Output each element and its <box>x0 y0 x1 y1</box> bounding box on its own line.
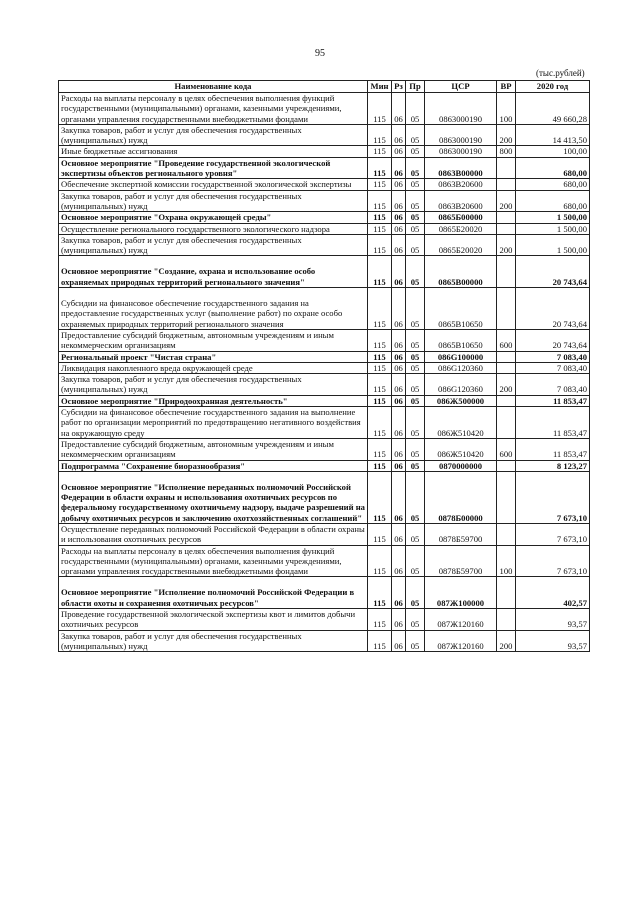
cell-amount: 1 500,00 <box>516 212 590 223</box>
cell-min: 115 <box>368 609 392 631</box>
header-amount: 2020 год <box>516 81 590 93</box>
table-row <box>59 223 590 234</box>
cell-min: 115 <box>368 93 392 125</box>
cell-amount: 7 083,40 <box>516 362 590 373</box>
cell-amount: 11 853,47 <box>516 438 590 460</box>
cell-vr <box>497 288 516 330</box>
cell-rz: 06 <box>392 190 406 212</box>
cell-vr: 600 <box>497 438 516 460</box>
cell-name: Закупка товаров, работ и услуг для обеспечения государственных (муниципальных) нужд <box>59 234 368 256</box>
cell-rz: 06 <box>392 256 406 288</box>
cell-amount: 14 413,50 <box>516 124 590 146</box>
page-number: 95 <box>315 48 325 59</box>
cell-pr: 05 <box>406 351 425 362</box>
table-row <box>59 362 590 373</box>
cell-vr: 200 <box>497 630 516 652</box>
cell-csr: 086G120360 <box>425 374 497 396</box>
cell-min: 115 <box>368 124 392 146</box>
cell-csr: 086Ж510420 <box>425 438 497 460</box>
cell-rz: 06 <box>392 93 406 125</box>
cell-csr: 0863000190 <box>425 146 497 157</box>
cell-rz: 06 <box>392 223 406 234</box>
cell-rz: 06 <box>392 395 406 406</box>
cell-vr: 800 <box>497 146 516 157</box>
cell-rz: 06 <box>392 124 406 146</box>
cell-csr: 087Ж120160 <box>425 609 497 631</box>
cell-pr: 05 <box>406 609 425 631</box>
cell-csr: 0865Б00000 <box>425 212 497 223</box>
cell-amount: 100,00 <box>516 146 590 157</box>
cell-pr: 05 <box>406 407 425 439</box>
cell-rz: 06 <box>392 545 406 577</box>
cell-amount: 93,57 <box>516 609 590 631</box>
table-row <box>59 438 590 460</box>
cell-min: 115 <box>368 471 392 523</box>
cell-rz: 06 <box>392 146 406 157</box>
cell-vr: 200 <box>497 124 516 146</box>
cell-amount: 1 500,00 <box>516 223 590 234</box>
cell-csr: 086G120360 <box>425 362 497 373</box>
cell-vr <box>497 460 516 471</box>
cell-name: Предоставление субсидий бюджетным, автономным учреждениям и иным некоммерческим организациям <box>59 329 368 351</box>
cell-name: Субсидии на финансовое обеспечение государственного задания на предоставление государственных услуг (выполнение работ) по охране особо охраняемых природных территорий регионального значения <box>59 288 368 330</box>
cell-name: Основное мероприятие "Создание, охрана и использование особо охраняемых природных территорий регионального значения" <box>59 256 368 288</box>
cell-csr: 0878Б59700 <box>425 523 497 545</box>
table-row <box>59 124 590 146</box>
cell-pr: 05 <box>406 374 425 396</box>
units-label: (тыс.рублей) <box>536 68 585 78</box>
cell-vr: 200 <box>497 234 516 256</box>
cell-csr: 0863000190 <box>425 124 497 146</box>
cell-csr: 0863В00000 <box>425 157 497 179</box>
cell-min: 115 <box>368 630 392 652</box>
cell-pr: 05 <box>406 124 425 146</box>
cell-amount: 7 673,10 <box>516 545 590 577</box>
cell-rz: 06 <box>392 407 406 439</box>
cell-amount: 7 673,10 <box>516 523 590 545</box>
cell-name: Закупка товаров, работ и услуг для обеспечения государственных (муниципальных) нужд <box>59 630 368 652</box>
cell-name: Основное мероприятие "Проведение государственной экологической экспертизы объектов регионального уровня" <box>59 157 368 179</box>
table-row <box>59 577 590 609</box>
cell-vr <box>497 471 516 523</box>
cell-rz: 06 <box>392 179 406 190</box>
header-name: Наименование кода <box>59 81 368 93</box>
cell-min: 115 <box>368 374 392 396</box>
cell-amount: 93,57 <box>516 630 590 652</box>
table-row <box>59 609 590 631</box>
cell-name: Закупка товаров, работ и услуг для обеспечения государственных (муниципальных) нужд <box>59 374 368 396</box>
cell-name: Подпрограмма "Сохранение биоразнообразия" <box>59 460 368 471</box>
cell-pr: 05 <box>406 329 425 351</box>
cell-pr: 05 <box>406 146 425 157</box>
cell-rz: 06 <box>392 460 406 471</box>
cell-vr <box>497 609 516 631</box>
cell-rz: 06 <box>392 157 406 179</box>
cell-min: 115 <box>368 351 392 362</box>
cell-vr <box>497 577 516 609</box>
cell-min: 115 <box>368 190 392 212</box>
cell-pr: 05 <box>406 577 425 609</box>
cell-pr: 05 <box>406 288 425 330</box>
cell-csr: 0865В10650 <box>425 288 497 330</box>
cell-amount: 49 660,28 <box>516 93 590 125</box>
table-row <box>59 157 590 179</box>
header-pr: Пр <box>406 81 425 93</box>
cell-name: Основное мероприятие "Охрана окружающей среды" <box>59 212 368 223</box>
cell-csr: 0870000000 <box>425 460 497 471</box>
header-vr: ВР <box>497 81 516 93</box>
cell-name: Обеспечение экспертной комиссии государственной экологической экспертизы <box>59 179 368 190</box>
cell-pr: 05 <box>406 93 425 125</box>
table-row <box>59 351 590 362</box>
table-row <box>59 179 590 190</box>
cell-pr: 05 <box>406 223 425 234</box>
cell-name: Закупка товаров, работ и услуг для обеспечения государственных (муниципальных) нужд <box>59 124 368 146</box>
cell-pr: 05 <box>406 256 425 288</box>
table-header-row <box>59 81 590 93</box>
table-row <box>59 256 590 288</box>
cell-min: 115 <box>368 288 392 330</box>
cell-name: Региональный проект "Чистая страна" <box>59 351 368 362</box>
table-row <box>59 329 590 351</box>
cell-vr <box>497 407 516 439</box>
cell-pr: 05 <box>406 460 425 471</box>
cell-csr: 0865Б20020 <box>425 223 497 234</box>
cell-name: Расходы на выплаты персоналу в целях обеспечения выполнения функций государственными (муниципальными) органами, казенными учреждениями, органами управления государственными внебюджетными фондами <box>59 545 368 577</box>
cell-rz: 06 <box>392 288 406 330</box>
cell-min: 115 <box>368 146 392 157</box>
cell-amount: 11 853,47 <box>516 407 590 439</box>
cell-vr: 200 <box>497 374 516 396</box>
cell-amount: 8 123,27 <box>516 460 590 471</box>
cell-min: 115 <box>368 223 392 234</box>
cell-csr: 087Ж100000 <box>425 577 497 609</box>
cell-pr: 05 <box>406 179 425 190</box>
cell-amount: 11 853,47 <box>516 395 590 406</box>
cell-name: Предоставление субсидий бюджетным, автономным учреждениям и иным некоммерческим организациям <box>59 438 368 460</box>
cell-pr: 05 <box>406 234 425 256</box>
cell-csr: 0863В20600 <box>425 190 497 212</box>
header-rz: Рз <box>392 81 406 93</box>
cell-csr: 0878Б00000 <box>425 471 497 523</box>
cell-amount: 402,57 <box>516 577 590 609</box>
cell-rz: 06 <box>392 374 406 396</box>
cell-min: 115 <box>368 545 392 577</box>
table-row <box>59 190 590 212</box>
table-row <box>59 374 590 396</box>
cell-pr: 05 <box>406 157 425 179</box>
cell-min: 115 <box>368 179 392 190</box>
table-row <box>59 395 590 406</box>
table-row <box>59 545 590 577</box>
cell-min: 115 <box>368 577 392 609</box>
cell-amount: 20 743,64 <box>516 256 590 288</box>
cell-pr: 05 <box>406 362 425 373</box>
cell-vr <box>497 157 516 179</box>
cell-rz: 06 <box>392 471 406 523</box>
cell-name: Проведение государственной экологической экспертизы квот и лимитов добычи охотничьих ресурсов <box>59 609 368 631</box>
budget-table <box>58 80 590 652</box>
cell-csr: 0865В10650 <box>425 329 497 351</box>
cell-min: 115 <box>368 256 392 288</box>
cell-csr: 0863000190 <box>425 93 497 125</box>
header-csr: ЦСР <box>425 81 497 93</box>
cell-min: 115 <box>368 407 392 439</box>
cell-vr: 200 <box>497 190 516 212</box>
cell-pr: 05 <box>406 630 425 652</box>
cell-csr: 0878Б59700 <box>425 545 497 577</box>
cell-vr: 100 <box>497 93 516 125</box>
cell-amount: 680,00 <box>516 179 590 190</box>
cell-name: Расходы на выплаты персоналу в целях обеспечения выполнения функций государственными (муниципальными) органами, казенными учреждениями, органами управления государственными внебюджетными фондами <box>59 93 368 125</box>
cell-vr <box>497 523 516 545</box>
cell-pr: 05 <box>406 438 425 460</box>
cell-amount: 7 673,10 <box>516 471 590 523</box>
cell-min: 115 <box>368 438 392 460</box>
cell-amount: 20 743,64 <box>516 329 590 351</box>
cell-amount: 20 743,64 <box>516 288 590 330</box>
cell-name: Закупка товаров, работ и услуг для обеспечения государственных (муниципальных) нужд <box>59 190 368 212</box>
cell-rz: 06 <box>392 212 406 223</box>
cell-csr: 086G100000 <box>425 351 497 362</box>
cell-name: Субсидии на финансовое обеспечение государственного задания на выполнение работ по организации мероприятий по предотвращению негативного воздействия на окружающую среду <box>59 407 368 439</box>
cell-min: 115 <box>368 362 392 373</box>
cell-vr: 100 <box>497 545 516 577</box>
cell-min: 115 <box>368 523 392 545</box>
cell-vr <box>497 256 516 288</box>
table-row <box>59 523 590 545</box>
cell-rz: 06 <box>392 234 406 256</box>
cell-name: Основное мероприятие "Природоохранная деятельность" <box>59 395 368 406</box>
cell-min: 115 <box>368 395 392 406</box>
cell-vr <box>497 179 516 190</box>
cell-amount: 680,00 <box>516 190 590 212</box>
cell-pr: 05 <box>406 395 425 406</box>
cell-min: 115 <box>368 212 392 223</box>
cell-pr: 05 <box>406 190 425 212</box>
cell-amount: 1 500,00 <box>516 234 590 256</box>
cell-name: Основное мероприятие "Исполнение полномочий Российской Федерации в области охоты и сохранения охотничьих ресурсов" <box>59 577 368 609</box>
cell-amount: 7 083,40 <box>516 374 590 396</box>
cell-min: 115 <box>368 157 392 179</box>
cell-csr: 086Ж500000 <box>425 395 497 406</box>
cell-name: Иные бюджетные ассигнования <box>59 146 368 157</box>
cell-rz: 06 <box>392 609 406 631</box>
cell-pr: 05 <box>406 523 425 545</box>
cell-name: Осуществление регионального государственного экологического надзора <box>59 223 368 234</box>
table-row <box>59 234 590 256</box>
cell-rz: 06 <box>392 362 406 373</box>
cell-csr: 087Ж120160 <box>425 630 497 652</box>
cell-csr: 086Ж510420 <box>425 407 497 439</box>
cell-rz: 06 <box>392 630 406 652</box>
table-row <box>59 471 590 523</box>
table-row <box>59 288 590 330</box>
cell-min: 115 <box>368 460 392 471</box>
cell-min: 115 <box>368 329 392 351</box>
cell-amount: 680,00 <box>516 157 590 179</box>
table-row <box>59 460 590 471</box>
cell-csr: 0865Б20020 <box>425 234 497 256</box>
table-row <box>59 212 590 223</box>
table-row <box>59 407 590 439</box>
cell-pr: 05 <box>406 471 425 523</box>
cell-name: Основное мероприятие "Исполнение переданных полномочий Российской Федерации в области охраны и использования охотничьих ресурсов по федеральному государственному охотничьему надзору, выдаче разрешений на добычу охотничьих ресурсов и заключению охотхозяйственных соглашений" <box>59 471 368 523</box>
table-row <box>59 146 590 157</box>
cell-name: Ликвидация накопленного вреда окружающей среде <box>59 362 368 373</box>
cell-csr: 0865В00000 <box>425 256 497 288</box>
cell-name: Осуществление переданных полномочий Российской Федерации в области охраны и использования охотничьих ресурсов <box>59 523 368 545</box>
cell-vr <box>497 362 516 373</box>
cell-vr <box>497 351 516 362</box>
cell-vr <box>497 212 516 223</box>
cell-min: 115 <box>368 234 392 256</box>
cell-rz: 06 <box>392 523 406 545</box>
cell-vr <box>497 223 516 234</box>
cell-pr: 05 <box>406 545 425 577</box>
table-row <box>59 630 590 652</box>
cell-vr <box>497 395 516 406</box>
cell-rz: 06 <box>392 577 406 609</box>
cell-vr: 600 <box>497 329 516 351</box>
cell-rz: 06 <box>392 438 406 460</box>
cell-pr: 05 <box>406 212 425 223</box>
cell-amount: 7 083,40 <box>516 351 590 362</box>
header-min: Мин <box>368 81 392 93</box>
table-row <box>59 93 590 125</box>
cell-csr: 0863В20600 <box>425 179 497 190</box>
cell-rz: 06 <box>392 329 406 351</box>
cell-rz: 06 <box>392 351 406 362</box>
